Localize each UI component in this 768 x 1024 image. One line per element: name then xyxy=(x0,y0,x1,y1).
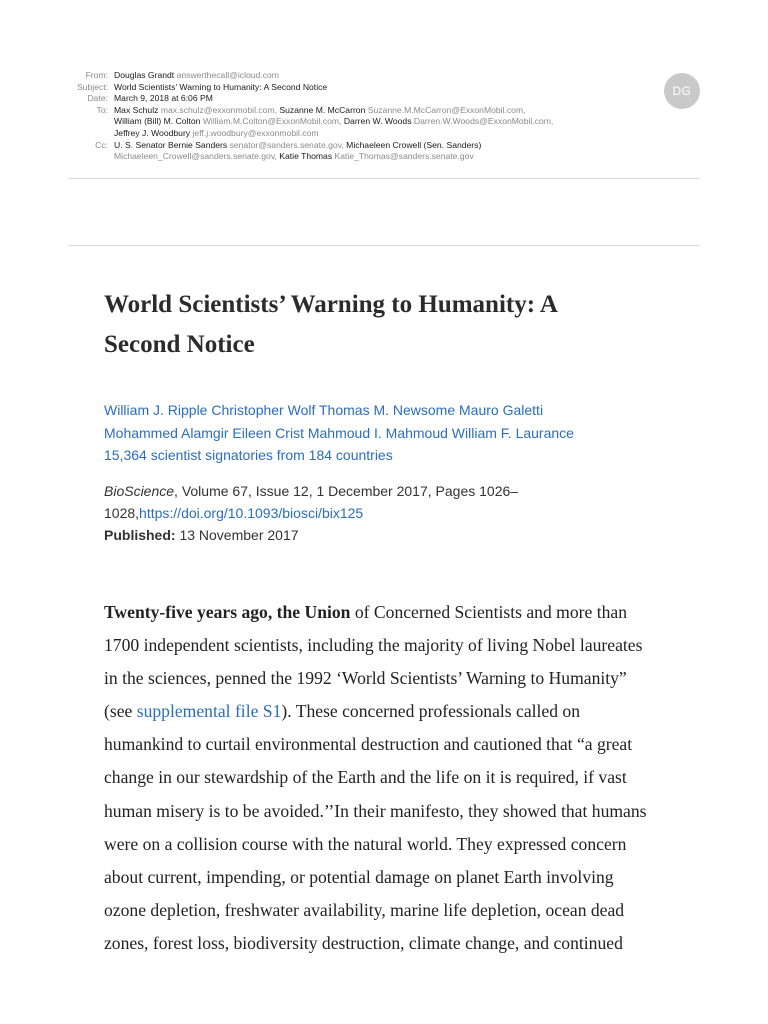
recipient-name[interactable]: Darren W. Woods xyxy=(343,116,412,127)
cc-recipient-name[interactable]: Michaeleen Crowell (Sen. Sanders) xyxy=(346,139,482,150)
to-row-continued xyxy=(68,116,700,128)
doi-link[interactable]: https://doi.org/10.1093/biosci/bix125 xyxy=(139,505,364,521)
cc-label: Cc: xyxy=(95,139,108,150)
body-line: 1700 independent scientists, including the majority of living Nobel laureates xyxy=(104,635,643,656)
supplemental-file-link[interactable]: supplemental file S1 xyxy=(136,701,282,722)
date-value: March 9, 2018 at 6:06 PM xyxy=(114,93,213,104)
body-line: were on a collision course with the natural world. They expressed concern xyxy=(104,833,627,854)
recipient-name[interactable]: Max Schulz xyxy=(114,104,159,115)
recipient-name[interactable]: Jeffrey J. Woodbury xyxy=(114,127,191,138)
cc-row xyxy=(68,140,700,152)
published-label: Published: xyxy=(104,527,176,543)
body-line: human misery is to be avoided.’’In their manifesto, they showed that humans xyxy=(104,800,647,821)
authors-line[interactable]: William J. Ripple Christopher Wolf Thomas M. Newsome Mauro Galetti xyxy=(104,402,544,418)
cc-recipient-name[interactable]: U. S. Senator Bernie Sanders xyxy=(114,139,228,150)
recipient-address[interactable]: Darren.W.Woods@ExxonMobil.com, xyxy=(413,116,554,127)
signatories-link[interactable]: 15,364 scientist signatories from 184 countries xyxy=(104,447,393,463)
cc-recipient-address[interactable]: Michaeleen_Crowell@sanders.senate.gov, xyxy=(114,151,277,162)
to-label: To: xyxy=(96,104,108,115)
citation-details: , Volume 67, Issue 12, 1 December 2017, Pages 1026– xyxy=(174,483,519,499)
email-header xyxy=(68,70,700,163)
from-label: From: xyxy=(85,70,108,80)
journal-name: BioScience xyxy=(104,483,175,499)
recipient-address[interactable]: max.schulz@exxonmobil.com, xyxy=(160,104,277,115)
cc-recipient-address[interactable]: Katie_Thomas@sanders.senate.gov xyxy=(334,151,474,162)
body-lead: Twenty-five years ago, the Union xyxy=(104,602,351,622)
recipient-address[interactable]: William.M.Colton@ExxonMobil.com, xyxy=(202,116,342,127)
author-list xyxy=(104,399,664,467)
recipient-name[interactable]: William (Bill) M. Colton xyxy=(114,116,201,127)
body-line: humankind to curtail environmental destruction and cautioned that “a great xyxy=(104,734,633,755)
article-body xyxy=(104,596,704,960)
to-row-continued xyxy=(68,128,700,140)
body-line: (see supplemental file S1). These concerned professionals called on xyxy=(104,701,581,722)
article-title-line: World Scientists’ Warning to Humanity: A xyxy=(104,291,558,318)
article-title xyxy=(104,285,664,365)
article-title-line: Second Notice xyxy=(104,331,255,358)
body-line: Twenty-five years ago, the Union of Concerned Scientists and more than xyxy=(104,602,627,622)
published-date: 13 November 2017 xyxy=(179,527,299,543)
content-divider xyxy=(68,245,700,246)
to-row xyxy=(68,105,700,117)
recipient-address[interactable]: jeff.j.woodbury@exxonmobil.com xyxy=(192,127,319,138)
body-line: zones, forest loss, biodiversity destruction, climate change, and continued xyxy=(104,932,623,953)
cc-row-continued xyxy=(68,151,700,163)
citation xyxy=(104,480,664,546)
sender-name[interactable]: Douglas Grandt xyxy=(114,70,175,80)
cc-recipient-name[interactable]: Katie Thomas xyxy=(279,151,333,162)
body-line: ozone depletion, freshwater availability, marine life depletion, ocean dead xyxy=(104,899,625,920)
sender-address[interactable]: answerthecall@icloud.com xyxy=(176,70,279,80)
citation-pages-end: 1028, xyxy=(104,505,140,521)
subject-label: Subject: xyxy=(76,81,108,92)
authors-line[interactable]: Mohammed Alamgir Eileen Crist Mahmoud I. Mahmoud William F. Laurance xyxy=(104,424,574,441)
date-row xyxy=(68,93,700,105)
header-divider xyxy=(68,178,700,179)
sender-avatar: DG xyxy=(664,73,700,109)
subject-row xyxy=(68,82,700,94)
body-line: about current, impending, or potential damage on planet Earth involving xyxy=(104,866,614,887)
recipient-name[interactable]: Suzanne M. McCarron xyxy=(279,104,366,115)
subject-value: World Scientists’ Warning to Humanity: A Second Notice xyxy=(114,81,328,92)
recipient-address[interactable]: Suzanne.M.McCarron@ExxonMobil.com, xyxy=(367,104,526,115)
body-line: change in our stewardship of the Earth and the life on it is required, if vast xyxy=(104,767,627,788)
body-line: in the sciences, penned the 1992 ‘World Scientists’ Warning to Humanity” xyxy=(104,668,627,689)
from-row xyxy=(68,70,700,82)
cc-recipient-address[interactable]: senator@sanders.senate.gov, xyxy=(229,139,344,150)
date-label: Date: xyxy=(87,93,108,104)
